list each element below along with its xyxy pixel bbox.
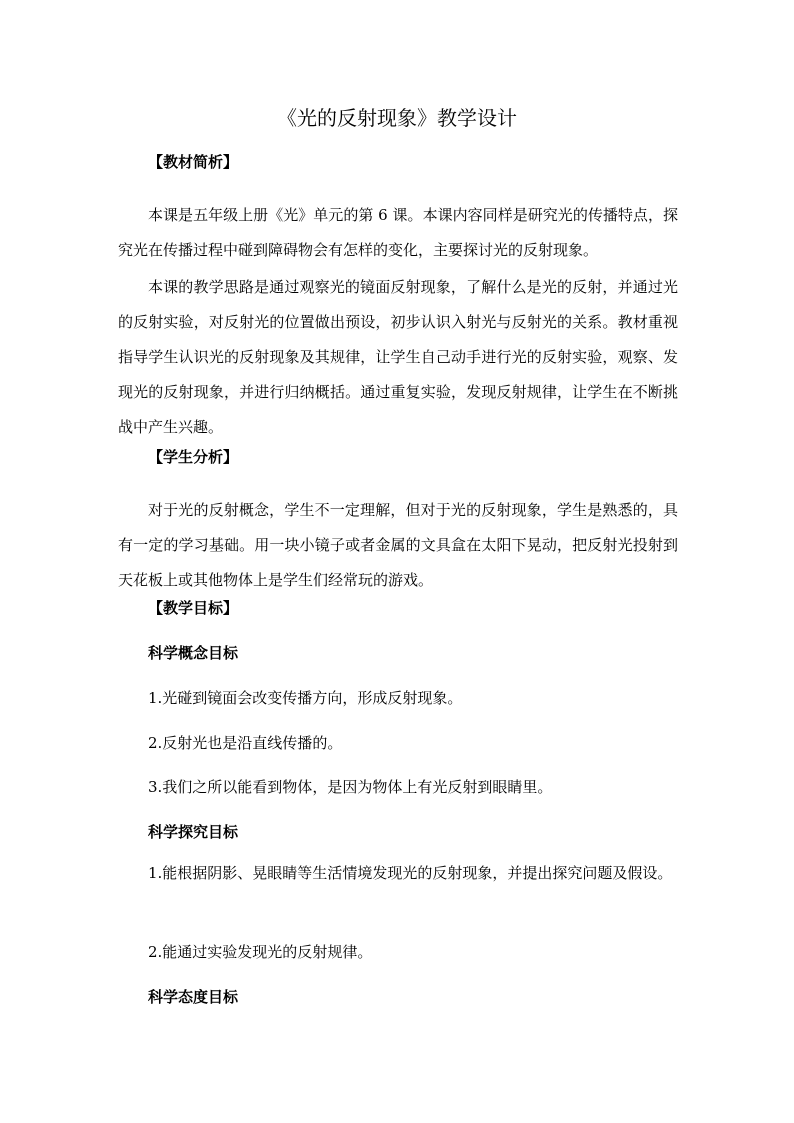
section-heading-material: 【教材简析】 — [148, 153, 239, 171]
document-title: 《光的反射现象》教学设计 — [277, 106, 517, 130]
students-paragraph-1: 对于光的反射概念，学生不一定理解，但对于光的反射现象，学生是熟悉的，具有一定的学习基础。用一块小镜子或者金属的文具盒在太阳下晃动，把反射光投射到天花板上或其他物体上是学生们经常玩的游戏。 — [118, 501, 678, 589]
section-heading-goals: 【教学目标】 — [148, 599, 239, 617]
material-paragraph-1: 本课是五年级上册《光》单元的第 6 课。本课内容同样是研究光的传播特点，探究光在传播过程中碰到障碍物会有怎样的变化，主要探讨光的反射现象。 — [118, 206, 678, 259]
inquiry-goal-item-1: 1.能根据阴影、晃眼睛等生活情境发现光的反射现象，并提出探究问题及假设。 — [148, 864, 673, 882]
concept-goal-item-1: 1.光碰到镜面会改变传播方向，形成反射现象。 — [148, 689, 463, 707]
concept-goal-item-3: 3.我们之所以能看到物体，是因为物体上有光反射到眼睛里。 — [148, 778, 553, 796]
concept-goal-item-2: 2.反射光也是沿直线传播的。 — [148, 734, 343, 752]
subheading-concept-goals: 科学概念目标 — [148, 644, 239, 662]
inquiry-goal-item-2: 2.能通过实验发现光的反射规律。 — [148, 943, 373, 961]
subheading-inquiry-goals: 科学探究目标 — [148, 823, 239, 841]
subheading-attitude-goals: 科学态度目标 — [148, 988, 239, 1006]
section-heading-students: 【学生分析】 — [148, 448, 239, 466]
material-paragraph-2: 本课的教学思路是通过观察光的镜面反射现象，了解什么是光的反射，并通过光的反射实验，对反射光的位置做出预设，初步认识入射光与反射光的关系。教材重视指导学生认识光的反射现象及其规律，让学生自己动手进行光的反射实验，观察、发现光的反射现象，并进行归纳概括。通过重复实验，发现反射规律，让学生在不断挑战中产生兴趣。 — [118, 278, 678, 436]
